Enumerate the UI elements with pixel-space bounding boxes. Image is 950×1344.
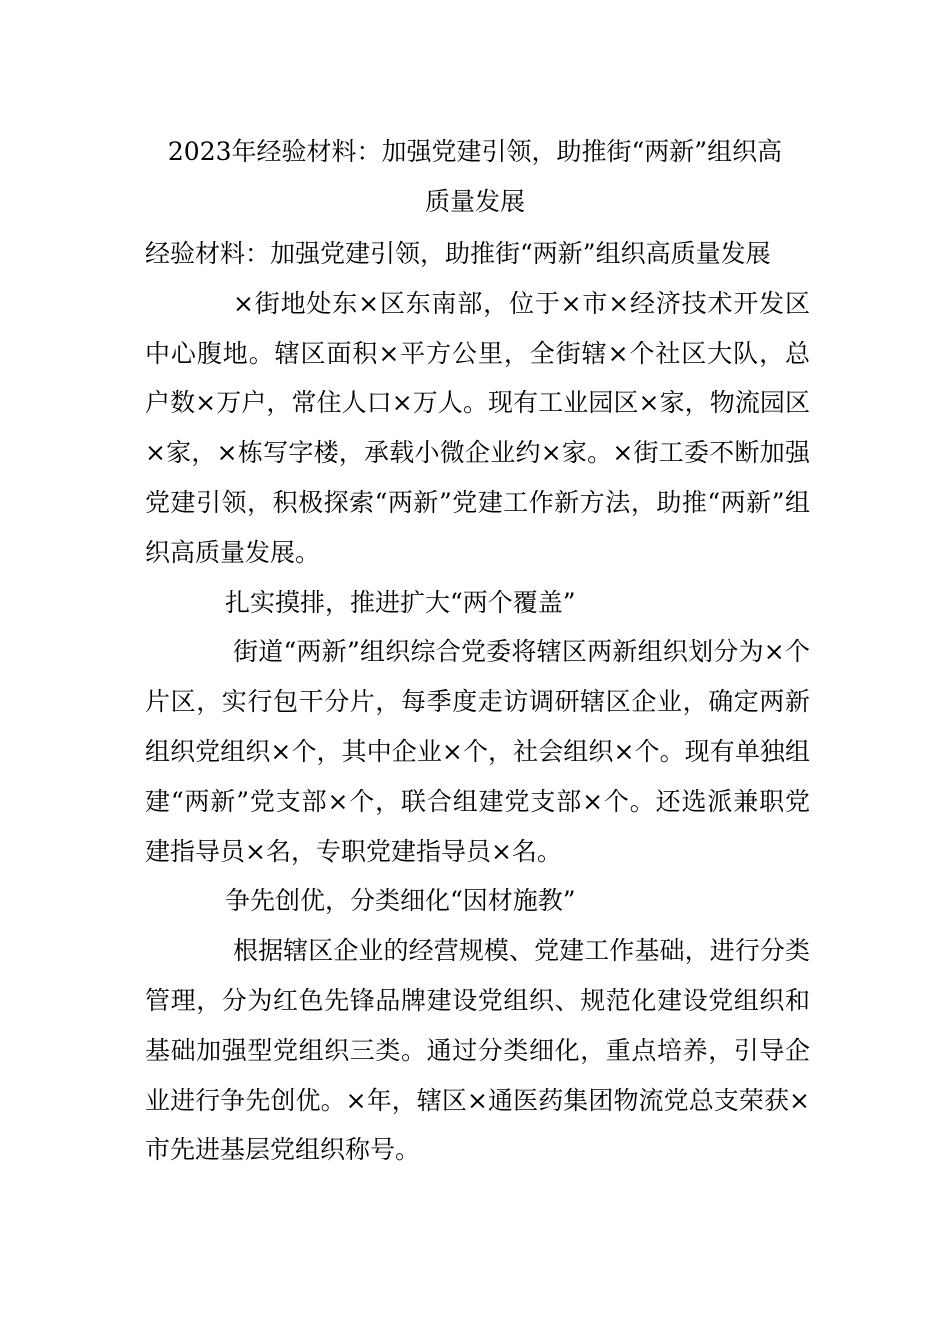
paragraph-intro: ×街地处东×区东南部，位于×市×经济技术开发区中心腹地。辖区面积×平方公里，全街辖×个社区大队，总户数×万户，常住人口×万人。现有工业园区×家，物流园区×家，×栋写字楼，承载小微企业约×家。×街工委不断加强党建引领，积极探索“两新”党建工作新方法，助推“两新”组织高质量发展。 [145, 288, 810, 567]
document-title-line-2: 质量发展 [424, 187, 525, 216]
paragraph-classification: 根据辖区企业的经营规模、党建工作基础，进行分类管理，分为红色先锋品牌建设党组织、规范化建设党组织和基础加强型党组织三类。通过分类细化，重点培养，引导企业进行争先创优。×年，辖区×通医药集团物流党总支荣获×市先进基层党组织称号。 [145, 936, 810, 1165]
paragraph-coverage: 街道“两新”组织综合党委将辖区两新组织划分为×个片区，实行包干分片，每季度走访调研辖区企业，确定两新组织党组织×个，其中企业×个，社会组织×个。现有单独组建“两新”党支部×个，联合组建党支部×个。还选派兼职党建指导员×名，专职党建指导员×名。 [145, 637, 810, 866]
section-heading-classification: 争先创优，分类细化“因材施教” [225, 886, 576, 916]
section-heading-coverage: 扎实摸排，推进扩大“两个覆盖” [225, 587, 576, 617]
document-subtitle: 经验材料：加强党建引领，助推街“两新”组织高质量发展 [145, 239, 771, 268]
document-title-line-1: 2023年经验材料：加强党建引领，助推街“两新”组织高 [167, 137, 783, 166]
document-body [145, 229, 810, 1175]
